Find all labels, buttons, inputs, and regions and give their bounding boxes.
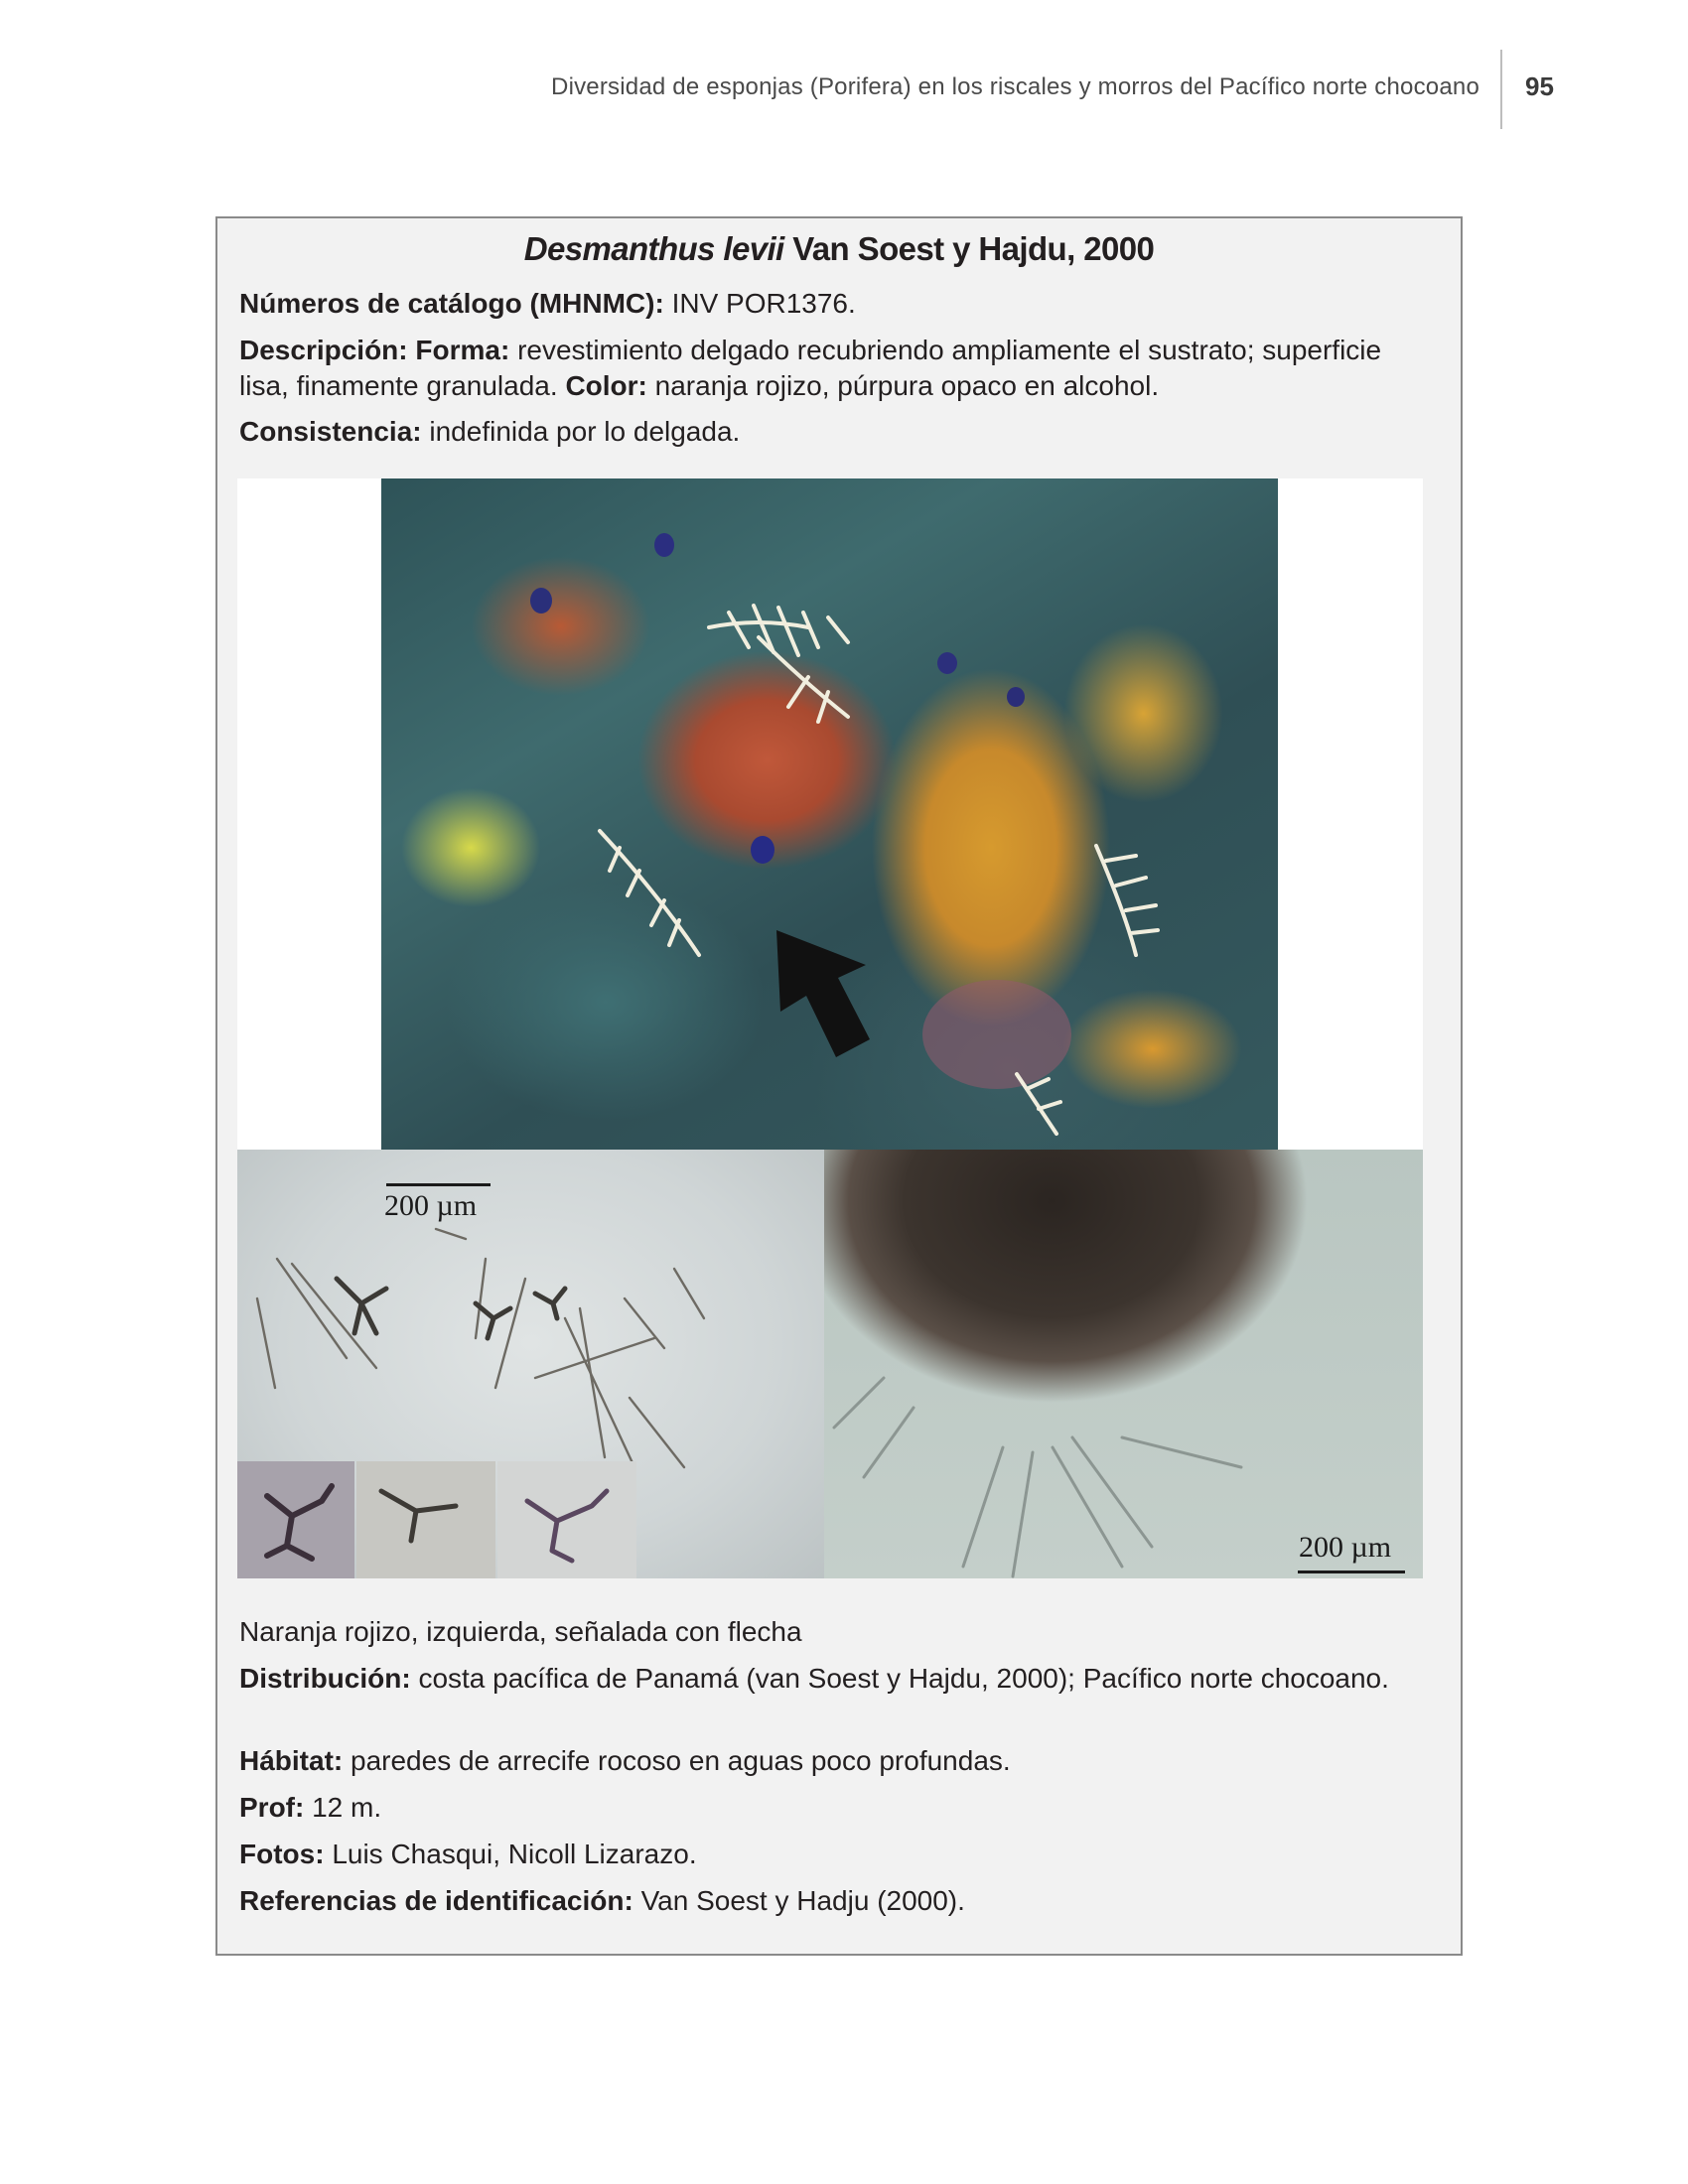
arrow-pointer-icon — [767, 930, 876, 1059]
scale-bar-right — [1298, 1570, 1405, 1573]
running-title: Diversidad de esponjas (Porifera) en los riscales y morros del Pacífico norte chocoano — [551, 73, 1479, 100]
distribution-value: costa pacífica de Panamá (van Soest y Hajdu, 2000); Pacífico norte chocoano. — [418, 1663, 1389, 1694]
distribution-paragraph — [239, 1661, 1425, 1697]
catalog-value: INV POR1376. — [671, 288, 856, 319]
species-authority: Van Soest y Hajdu, 2000 — [792, 230, 1155, 267]
habitat-line — [239, 1743, 1425, 1779]
photos-line — [239, 1837, 1425, 1872]
references-line — [239, 1883, 1425, 1919]
header-divider — [1500, 50, 1502, 129]
page-number: 95 — [1525, 71, 1554, 101]
spicule-inset-2 — [356, 1461, 495, 1578]
consistency-label: Consistencia: — [239, 416, 422, 447]
spicule-inset-1 — [237, 1461, 354, 1578]
spicule-inset-drawing — [237, 1461, 354, 1578]
description-paragraph — [239, 333, 1425, 404]
spicules-micrograph — [237, 1150, 824, 1578]
species-card — [215, 216, 1463, 1956]
spicule-inset-3 — [497, 1461, 636, 1578]
references-value: Van Soest y Hadju (2000). — [640, 1885, 965, 1916]
distribution-label: Distribución: — [239, 1663, 411, 1694]
spicule-inset-drawing — [497, 1461, 636, 1578]
species-title — [217, 230, 1461, 268]
species-name: Desmanthus levii — [523, 230, 784, 267]
photos-value: Luis Chasqui, Nicoll Lizarazo. — [332, 1839, 697, 1869]
photos-label: Fotos: — [239, 1839, 325, 1869]
color-label: Color: — [565, 370, 647, 401]
references-label: Referencias de identificación: — [239, 1885, 633, 1916]
scale-label-right: 200 µm — [1299, 1531, 1392, 1564]
depth-label: Prof: — [239, 1792, 305, 1823]
catalog-label: Números de catálogo (MHNMC): — [239, 288, 664, 319]
scale-label-left: 200 µm — [384, 1189, 478, 1222]
forma-value: revestimiento delgado recubriendo ampliamente el sustrato; superficie lisa, finamente granulada. — [239, 335, 1382, 401]
figure-caption: Naranja rojizo, izquierda, señalada con flecha — [239, 1616, 802, 1647]
depth-value: 12 m. — [312, 1792, 382, 1823]
spicule-inset-drawing — [356, 1461, 495, 1578]
depth-line — [239, 1790, 1425, 1826]
forma-label: Forma: — [415, 335, 510, 365]
habitat-label: Hábitat: — [239, 1745, 344, 1776]
catalog-line — [239, 286, 1425, 322]
color-value: naranja rojizo, púrpura opaco en alcohol. — [654, 370, 1160, 401]
scale-bar-left — [386, 1183, 491, 1186]
tissue-section-micrograph — [824, 1150, 1423, 1578]
habitat-value: paredes de arrecife rocoso en aguas poco profundas. — [351, 1745, 1011, 1776]
underwater-photo — [381, 478, 1278, 1150]
consistency-line — [239, 414, 1425, 450]
consistency-value: indefinida por lo delgada. — [429, 416, 741, 447]
description-label: Descripción: — [239, 335, 408, 365]
protruding-spicules — [824, 1150, 1423, 1578]
